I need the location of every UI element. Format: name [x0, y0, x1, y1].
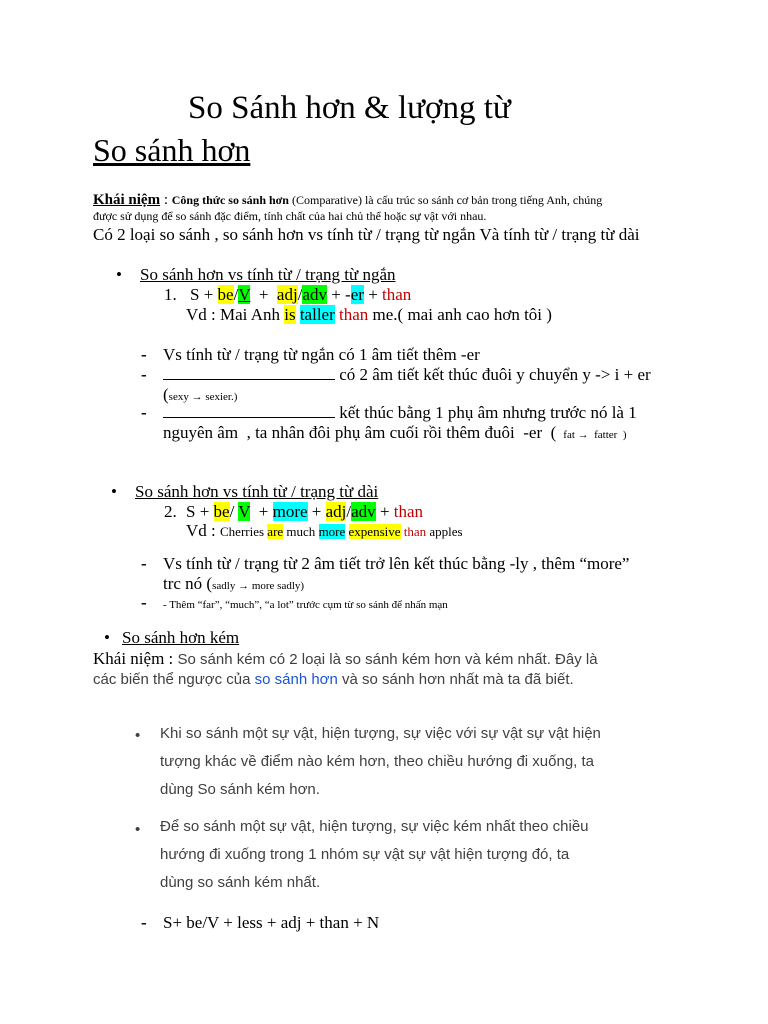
definition-text: (Comparative) là cấu trúc so sánh cơ bản trong tiếng Anh, chúng [288, 193, 603, 207]
formula-plus: + [250, 502, 273, 521]
formula-number: 2. [164, 502, 177, 521]
rule-text: Vs tính từ / trạng từ ngắn có 1 âm tiết thêm -er [163, 345, 480, 364]
less-item-1-bullet: • [135, 727, 141, 744]
formula-v: V [238, 502, 251, 521]
formula-adj: adj [325, 502, 347, 521]
less-definition-2 [93, 669, 574, 691]
example-prefix: Vd : Mai Anh [186, 305, 285, 324]
formula-s: S + [190, 285, 218, 304]
example-short [186, 304, 552, 326]
bullet-long-label: So sánh hơn vs tính từ / trạng từ dài [135, 482, 379, 501]
example-taller: taller [299, 305, 335, 324]
dash: - [141, 554, 147, 573]
rule-text: Vs tính từ / trạng từ 2 âm tiết trở lên kết thúc bằng -ly , thêm “more” [163, 554, 630, 573]
list-item-line: Khi so sánh một sự vật, hiện tượng, sự việc với sự vật sự vật hiện [160, 725, 601, 742]
bullet-dot: • [111, 482, 117, 501]
bullet-short [116, 264, 396, 286]
rule-long-2 [141, 595, 448, 613]
bullet-long [111, 481, 378, 503]
formula-than: than [393, 502, 424, 521]
rule-example: sexy → sexier.) [168, 391, 238, 403]
formula-slash: / [346, 502, 352, 521]
list-item-line: tượng khác về điểm nào kém hơn, theo chiều hướng đi xuống, ta [160, 753, 595, 770]
definition-text: các biến thể ngược của [93, 671, 255, 688]
formula-short [164, 284, 411, 306]
definition-label: Khái niệm : [93, 649, 178, 668]
bullet-less [104, 627, 239, 649]
formula-plus: + - [326, 285, 351, 304]
example-word: Cherries [220, 524, 268, 539]
blank-line [163, 365, 335, 380]
rule-example: fat → fatter ) [560, 429, 627, 441]
formula-plus: + [375, 502, 394, 521]
blank-line [163, 403, 335, 418]
rule-long-1 [141, 553, 629, 575]
bullet-dot: • [104, 628, 110, 647]
list-item-line: dùng So sánh kém hơn. [160, 781, 320, 798]
formula-v: V [238, 285, 251, 304]
bullet-dot: • [116, 265, 122, 284]
list-item-line: hướng đi xuống trong 1 nhóm sự vật sự vật hiện tượng đó, ta [160, 846, 570, 863]
rule-text: nguyên âm , ta nhân đôi phụ âm cuối rồi thêm đuôi -er ( [163, 423, 561, 442]
definition-colon: : [160, 192, 169, 208]
formula-s: S + [186, 502, 214, 521]
formula-slash: / [297, 285, 303, 304]
definition-text: So sánh kém có 2 loại là so sánh kém hơn và kém nhất. Đây là [177, 651, 598, 668]
formula-number: 1. [164, 285, 177, 304]
formula-more: more [272, 502, 308, 521]
paren: ( [163, 385, 169, 404]
bullet-less-label: So sánh hơn kém [122, 628, 240, 647]
formula-less [141, 912, 379, 934]
rule-short-1 [141, 344, 480, 366]
formula-be: be [217, 285, 234, 304]
definition-label: Khái niệm [93, 192, 161, 208]
formula-slash: / [229, 502, 239, 521]
example-expensive: expensive [348, 524, 401, 539]
formula-plus: + [363, 285, 383, 304]
dash: - [141, 365, 147, 384]
formula-text: S+ be/V + less + adj + than + N [163, 913, 380, 932]
formula-er: er [350, 285, 364, 304]
rule-short-3b [163, 422, 627, 446]
formula-be: be [213, 502, 230, 521]
example-long [186, 520, 463, 543]
example-than: than [403, 524, 427, 539]
example-rest: me.( mai anh cao hơn tôi ) [368, 305, 552, 324]
list-item-line: dùng so sánh kém nhất. [160, 874, 321, 891]
formula-adj: adj [276, 285, 298, 304]
formula-plus: + [250, 285, 277, 304]
less-definition-1 [93, 648, 598, 671]
example-than: than [339, 305, 369, 324]
dash: - [141, 345, 147, 364]
less-item-2-bullet: • [135, 821, 141, 838]
formula-slash: / [233, 285, 239, 304]
example-more: more [318, 524, 346, 539]
comparative-link[interactable]: so sánh hơn [254, 671, 338, 688]
less-item-1 [160, 720, 601, 804]
dash: - [141, 913, 147, 932]
intro-line-2: được sử dụng để so sánh đặc điểm, tính chất của hai chủ thể hoặc sự vật với nhau. [93, 209, 487, 223]
example-word: apples [426, 524, 463, 539]
rule-short-2 [141, 364, 651, 386]
rule-text: - Thêm “far”, “much”, “a lot” trước cụm từ so sánh để nhấn mạn [163, 599, 448, 611]
formula-adv: adv [302, 285, 327, 304]
example-prefix: Vd : [186, 521, 220, 540]
rule-short-3 [141, 402, 637, 424]
dash: - [141, 593, 147, 612]
intro-line-3: Có 2 loại so sánh , so sánh hơn vs tính từ / trạng từ ngắn Và tính từ / trạng từ dài [93, 225, 640, 244]
rule-text: kết thúc bằng 1 phụ âm nhưng trước nó là 1 [335, 403, 637, 422]
formula-term: Công thức so sánh hơn [171, 193, 289, 207]
dash: - [141, 403, 147, 422]
example-word: much [283, 524, 319, 539]
example-is: is [284, 305, 296, 324]
intro-line-1 [93, 191, 602, 209]
rule-example: sadly → more sadly) [212, 580, 305, 592]
list-item-line: Để so sánh một sự vật, hiện tượng, sự việc kém nhất theo chiều [160, 818, 589, 835]
rule-text: trc nó ( [163, 574, 213, 593]
bullet-short-label: So sánh hơn vs tính từ / trạng từ ngắn [140, 265, 396, 284]
formula-plus: + [307, 502, 326, 521]
definition-text: và so sánh hơn nhất mà ta đã biết. [337, 671, 574, 688]
less-item-2 [160, 813, 589, 897]
rule-long-1b [163, 573, 304, 597]
formula-adv: adv [351, 502, 376, 521]
formula-than: than [382, 285, 412, 304]
page-title: So Sánh hơn & lượng từ [188, 90, 511, 126]
section-heading: So sánh hơn [93, 132, 251, 168]
example-are: are [267, 524, 284, 539]
rule-text: có 2 âm tiết kết thúc đuôi y chuyển y -> i + er [335, 365, 651, 384]
